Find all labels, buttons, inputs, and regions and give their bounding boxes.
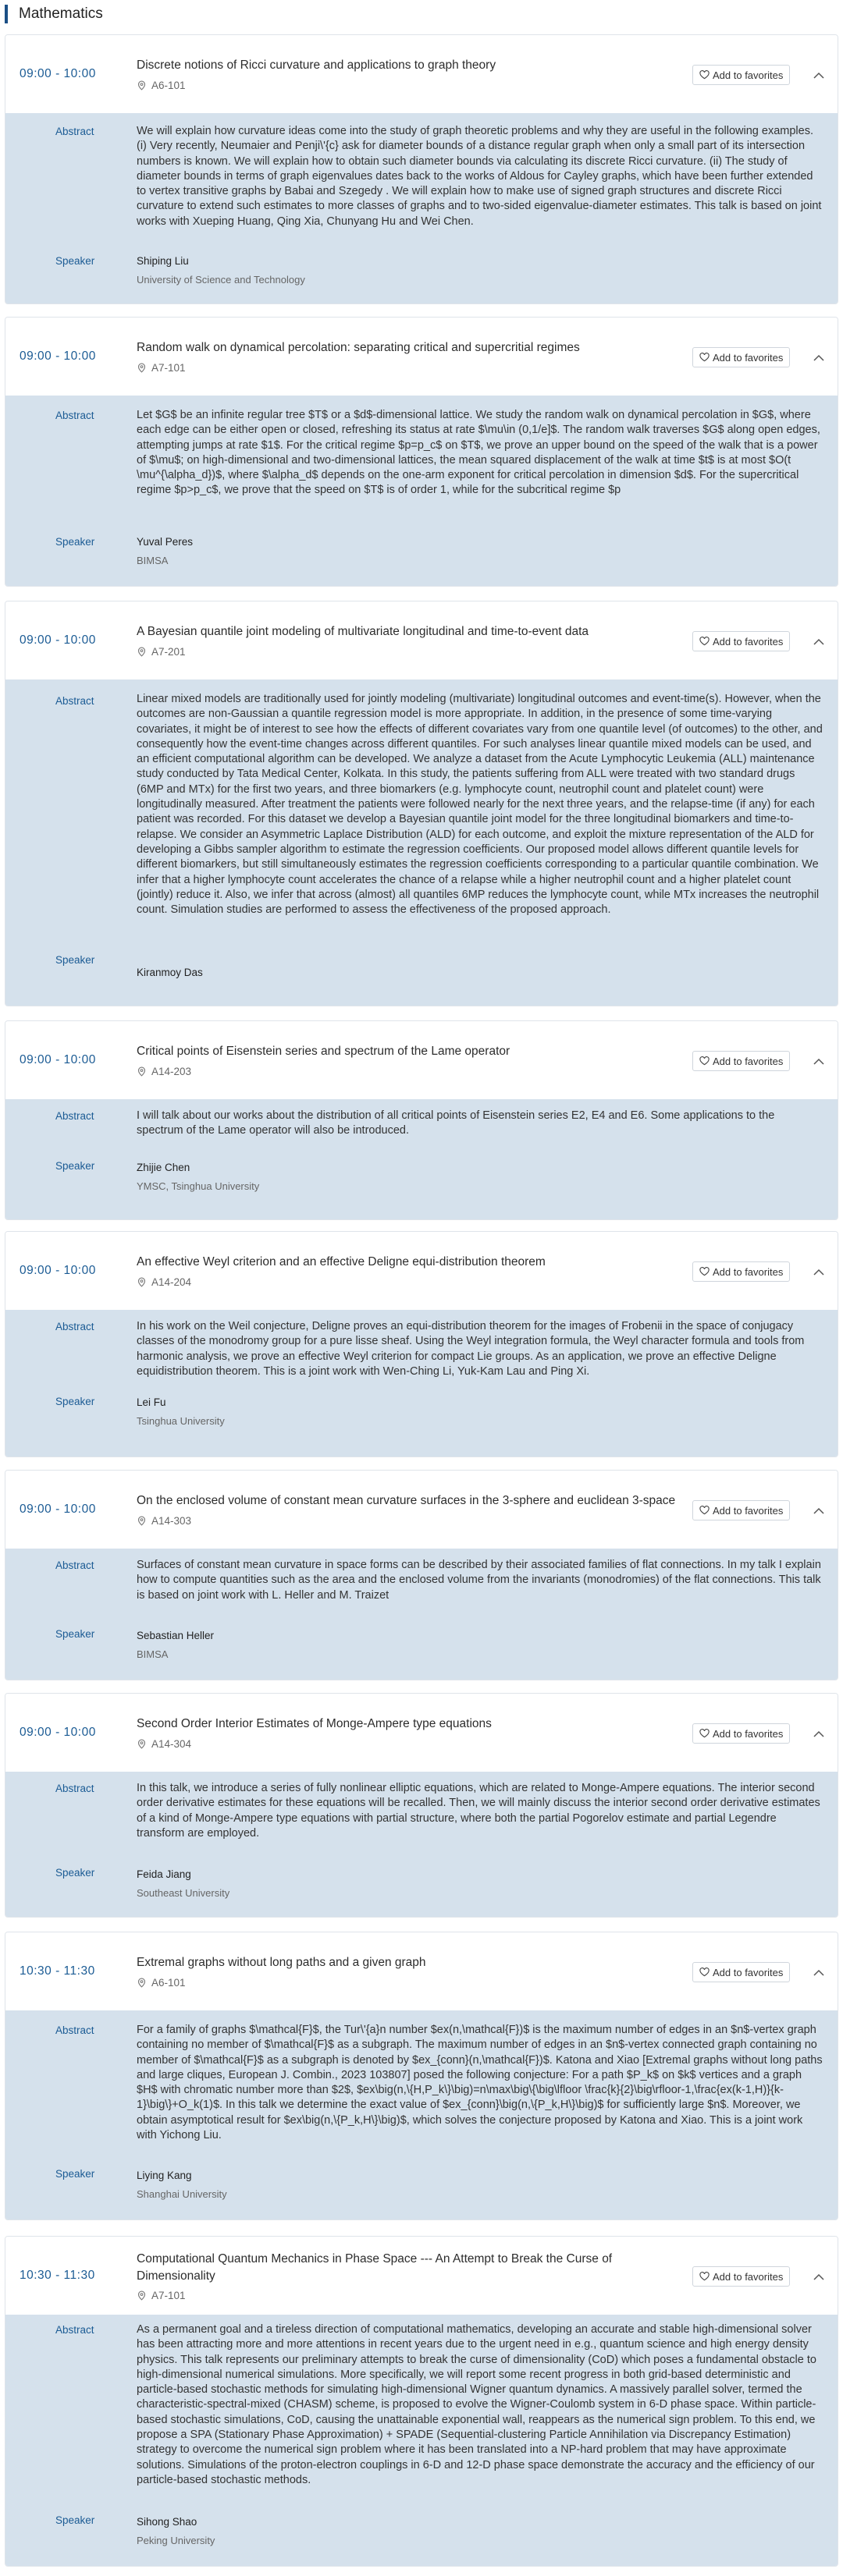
talk-title: Second Order Interior Estimates of Monge-Ampere type equations bbox=[137, 1717, 492, 1730]
abstract-text: For a family of graphs $\mathcal{F}$, the Tur\'{a}n number $ex(n,\mathcal{F})$ is the maximum number of edges in an $n$-vertex graph containing no member of $\mathcal{F}$ as a subgraph. The maximum number of edges in an $n$-vertex connected graph containing no member of $\mathcal{F}$ as a subgraph is denoted by $ex_{conn}(n,\mathcal{F})$. Katona and Xiao [Extremal graphs without long paths and large cliques, European J. Combin., 2023 103807] posed the following conjecture: For a path $P_k$ on $k$ vertices and a graph $H$ with chromatic number more than $2$, $ex\big(n,\{H,P_k\}\big)=n\max\big\{\big\lfloor \frac{k}{2}\big\rfloor-1,\frac{ex(k-1,H)}{k-1}\big\}+O_k(1)$. In this talk we determine the exact value of $ex_{conn}\big(n,\{P_k,H\}\big)$ for sufficiently large $n$. Moreover, we obtain asymptotical result for $ex\big(n,\{P_k,H\}\big)$, which solves the conjecture proposed by Katona and Xiao. This is a joint work with Yichong Liu. bbox=[137, 2024, 823, 2142]
talk-details bbox=[5, 113, 838, 303]
speaker-affiliation: YMSC, Tsinghua University bbox=[137, 1180, 260, 1192]
favorite-label: Add to favorites bbox=[713, 1265, 784, 1278]
room-label: A7-101 bbox=[151, 2290, 186, 2301]
talk-header[interactable] bbox=[5, 601, 838, 679]
collapse-toggle[interactable] bbox=[809, 1052, 828, 1070]
talk-room bbox=[137, 1066, 191, 1077]
talk-time: 09:00 - 10:00 bbox=[20, 1264, 96, 1277]
talk-title: Critical points of Eisenstein series and spectrum of the Lame operator bbox=[137, 1045, 510, 1058]
talk-room bbox=[137, 2290, 186, 2301]
chevron-up-icon bbox=[813, 354, 824, 361]
speaker-label: Speaker bbox=[55, 1628, 95, 1640]
talk-card bbox=[5, 1020, 838, 1220]
favorite-label: Add to favorites bbox=[713, 1504, 784, 1517]
speaker-name[interactable]: Zhijie Chen bbox=[137, 1162, 190, 1173]
talk-title: A Bayesian quantile joint modeling of multivariate longitudinal and time-to-event data bbox=[137, 625, 589, 638]
abstract-text: In this talk, we introduce a series of fully nonlinear elliptic equations, which are related to Monge-Ampere equations. The interior second order derivative estimates for these equations will be recalled. Then, we will mainly discuss the interior second order derivative estimates of a kind of Monge-Ampere type equations with partial structure, where both the partial Pogorelov estimate and partial Legendre transform are employed. bbox=[137, 1782, 820, 1840]
room-label: A14-204 bbox=[151, 1276, 192, 1288]
chevron-up-icon bbox=[813, 1268, 824, 1276]
chevron-up-icon bbox=[813, 638, 824, 645]
room-label: A6-101 bbox=[151, 80, 186, 91]
speaker-affiliation: Southeast University bbox=[137, 1887, 230, 1899]
abstract-label: Abstract bbox=[55, 2024, 94, 2036]
location-pin-icon bbox=[137, 363, 147, 373]
room-label: A7-101 bbox=[151, 362, 186, 374]
chevron-up-icon bbox=[813, 1058, 824, 1065]
abstract-text: Linear mixed models are traditionally used for jointly modeling (multivariate) longitudinal outcomes and event-time(s). However, when the outcomes are non-Gaussian a quantile regression model is more appropriate. In addition, in the presence of some time-varying covariates, it might be of interest to see how the effects of different covariates vary from one quantile level (of outcomes) to the other, and consequently how the event-time changes across different quantiles. For such analyses linear quantile mixed models can be used, and an efficient computational algorithm can be developed. We analyze a dataset from the Acute Lymphocytic Leukemia (ALL) maintenance study conducted by Tata Medical Center, Kolkata. In this study, the patients suffering from ALL were treated with two standard drugs (6MP and MTx) for the first two years, and three biomarkers (e.g. lymphocyte count, neutrophil count and platelet count) were longitudinally measured. After treatment the patients were followed nearly for the next three years, and the relapse-time (if any) for each patient was recorded. For this dataset we develop a Bayesian quantile joint model for the three longitudinal biomarkers and time-to-relapse. We consider an Asymmetric Laplace Distribution (ALD) for each outcome, and exploit the mixture representation of the ALD for developing a Gibbs sampler algorithm to estimate the regression coefficients. Our proposed model allows different quantile levels for different biomarkers, but still simultaneously estimates the regression coefficients corresponding to a particular quantile combination. We infer that a higher lymphocyte count accelerates the chance of a relapse while a higher neutrophil count and a higher platelet count (jointly) reduce it. Also, we infer that across (almost) all quantiles 6MP reduces the lymphocyte count, while MTx increases the neutrophil count. Simulation studies are performed to assess the effectiveness of the proposed approach. bbox=[137, 693, 823, 917]
abstract-label: Abstract bbox=[55, 2324, 94, 2336]
abstract-text: Surfaces of constant mean curvature in space forms can be described by their associated families of flat connections. In my talk I explain how to compute quantities such as the area and the enclosed volume from the invariants (monodromies) of the flat connections. This talk is based on joint work with L. Heller and M. Traizet bbox=[137, 1559, 821, 1602]
add-to-favorites-button[interactable] bbox=[692, 1723, 790, 1744]
location-pin-icon bbox=[137, 2290, 147, 2301]
abstract-label: Abstract bbox=[55, 410, 94, 421]
talk-title: Discrete notions of Ricci curvature and applications to graph theory bbox=[137, 59, 496, 72]
speaker-name[interactable]: Kiranmoy Das bbox=[137, 967, 203, 978]
heart-icon bbox=[699, 1056, 710, 1066]
speaker-name[interactable]: Shiping Liu bbox=[137, 255, 189, 267]
location-pin-icon bbox=[137, 1066, 147, 1077]
section-accent-bar bbox=[5, 5, 8, 23]
section-header bbox=[0, 0, 843, 28]
room-label: A7-201 bbox=[151, 646, 186, 658]
heart-icon bbox=[699, 1267, 710, 1276]
heart-icon bbox=[699, 1506, 710, 1515]
speaker-label: Speaker bbox=[55, 954, 95, 966]
location-pin-icon bbox=[137, 1739, 147, 1749]
favorite-label: Add to favorites bbox=[713, 351, 784, 364]
abstract-text: As a permanent goal and a tireless direction of computational mathematics, developing an accurate and stable high-dimensional solver has been attracting more and more attentions in recent years due to the urgent need in e.g., quantum science and high energy density physics. This talk represents our preliminary attempts to break the curse of dimensionality (CoD) which poses a fundamental obstacle to high-dimensional numerical simulations. More specifically, we will report some recent progress in both grid-based deterministic and particle-based stochastic methods for simulating high-dimensional Wigner quantum dynamics. A massively parallel solver, termed the characteristic-spectral-mixed (CHASM) scheme, is proposed to evolve the Wigner-Coulomb system in 6-D phase space. Within particle-based stochastic simulations, CoD, causing the unattainable exponential wall, reappears as the numerical sign problem. To this end, we propose a SPA (Stationary Phase Approximation) + SPADE (Sequential-clustering Particle Annihilation via Discrepancy Estimation) strategy to overcome the numerical sign problem where it has been translated into a NP-hard problem that may have approximate solutions. Simulations of the proton-electron couplings in 6-D and 12-D phase space demonstrate the accuracy and the efficiency of our particle-based stochastic methods. bbox=[137, 2323, 816, 2486]
talk-header[interactable] bbox=[5, 1471, 838, 1549]
collapse-toggle[interactable] bbox=[809, 66, 828, 84]
talk-header[interactable] bbox=[5, 2237, 838, 2315]
speaker-label: Speaker bbox=[55, 2168, 95, 2180]
talk-header[interactable] bbox=[5, 318, 838, 396]
talk-card bbox=[5, 1693, 838, 1918]
talk-header[interactable] bbox=[5, 1694, 838, 1772]
talk-room bbox=[137, 80, 186, 91]
talk-card bbox=[5, 1932, 838, 2220]
talk-title: Extremal graphs without long paths and a given graph bbox=[137, 1956, 426, 1969]
location-pin-icon bbox=[137, 1516, 147, 1526]
talk-header[interactable] bbox=[5, 1021, 838, 1099]
talk-header[interactable] bbox=[5, 35, 838, 113]
talk-time: 10:30 - 11:30 bbox=[20, 1964, 95, 1978]
collapse-toggle[interactable] bbox=[809, 632, 828, 651]
talk-title: Computational Quantum Mechanics in Phase Space --- An Attempt to Break the Curse of Dimensionality bbox=[137, 2252, 613, 2283]
talk-time: 09:00 - 10:00 bbox=[20, 67, 96, 80]
talk-title: On the enclosed volume of constant mean curvature surfaces in the 3-sphere and euclidean 3-space bbox=[137, 1494, 676, 1507]
talk-details bbox=[5, 1099, 838, 1219]
talk-details bbox=[5, 1549, 838, 1680]
talk-header[interactable] bbox=[5, 1932, 838, 2010]
favorite-label: Add to favorites bbox=[713, 1966, 784, 1978]
talk-room bbox=[137, 1515, 191, 1527]
talk-card bbox=[5, 317, 838, 587]
abstract-text: We will explain how curvature ideas come into the study of graph theoretic problems and why they are useful in the following examples. (i) Very recently, Neumaier and Penji\'{c} ask for diameter bounds of a distance regular graph when only a small part of its intersection numbers is known. We will explain how to obtain such diameter bounds via calculating its discrete Ricci curvature. (ii) The study of diameter bounds in terms of graph eigenvalues dates back to the works of Aldous for Cayley graphs, which have been further extended to vertex transitive graphs by Babai and Szegedy . We will explain how to make use of signed graph structures and discrete Ricci curvature to extend such estimates to more classes of graphs and to two-sided eigenvalue-diameter estimates. This talk is based on joint works with Xueping Huang, Qing Xia, Chunyang Hu and Wei Chen. bbox=[137, 125, 822, 228]
add-to-favorites-button[interactable] bbox=[692, 1500, 790, 1520]
location-pin-icon bbox=[137, 1978, 147, 1988]
speaker-name[interactable]: Lei Fu bbox=[137, 1396, 166, 1408]
talk-card bbox=[5, 1470, 838, 1680]
heart-icon bbox=[699, 70, 710, 80]
talk-time: 09:00 - 10:00 bbox=[20, 1503, 96, 1516]
speaker-name[interactable]: Feida Jiang bbox=[137, 1868, 191, 1880]
location-pin-icon bbox=[137, 1277, 147, 1287]
talk-room bbox=[137, 1738, 191, 1750]
chevron-up-icon bbox=[813, 72, 824, 79]
speaker-label: Speaker bbox=[55, 536, 95, 548]
collapse-toggle[interactable] bbox=[809, 1501, 828, 1520]
add-to-favorites-button[interactable] bbox=[692, 1261, 790, 1282]
add-to-favorites-button[interactable] bbox=[692, 65, 790, 85]
speaker-name[interactable]: Sebastian Heller bbox=[137, 1630, 215, 1641]
talk-card bbox=[5, 1231, 838, 1457]
collapse-toggle[interactable] bbox=[809, 1963, 828, 1982]
room-label: A14-303 bbox=[151, 1515, 192, 1527]
talk-card bbox=[5, 2236, 838, 2567]
heart-icon bbox=[699, 2272, 710, 2281]
speaker-affiliation: Tsinghua University bbox=[137, 1415, 225, 1427]
talk-details bbox=[5, 1310, 838, 1457]
add-to-favorites-button[interactable] bbox=[692, 347, 790, 367]
talk-time: 09:00 - 10:00 bbox=[20, 1053, 96, 1066]
abstract-label: Abstract bbox=[55, 126, 94, 137]
collapse-toggle[interactable] bbox=[809, 2267, 828, 2286]
talk-details bbox=[5, 679, 838, 1006]
talk-card bbox=[5, 34, 838, 304]
talk-details bbox=[5, 396, 838, 586]
collapse-toggle[interactable] bbox=[809, 348, 828, 367]
abstract-text: Let $G$ be an infinite regular tree $T$ or a $d$-dimensional lattice. We study the random walk on dynamical percolation in $G$, where each edge can be either open or closed, refreshing its status at rate $\mu\in (0,1/e]$. The random walk traverses $G$ along open edges, attempting jumps at rate $1$. For the critical regime $p=p_c$ on $T$, we prove an upper bound on the speed of the walk that is a power of $\mu$; on high-dimensional and two-dimensional lattices, the mean squared displacement of the walk at time $t$ is at most $O(t \mu^{\alpha_d})$, where $\alpha_d$ depends on the one-arm exponent for critical percolation in dimension $d$. For the supercritical regime $p>p_c$, we prove that the speed on $T$ is of order 1, while for the subcritical regime $p bbox=[137, 409, 820, 497]
collapse-toggle[interactable] bbox=[809, 1262, 828, 1281]
talk-header[interactable] bbox=[5, 1232, 838, 1310]
speaker-name[interactable]: Sihong Shao bbox=[137, 2516, 197, 2528]
abstract-label: Abstract bbox=[55, 1321, 94, 1332]
talk-room bbox=[137, 362, 186, 374]
add-to-favorites-button[interactable] bbox=[692, 1962, 790, 1982]
heart-icon bbox=[699, 353, 710, 362]
room-label: A14-203 bbox=[151, 1066, 192, 1077]
favorite-label: Add to favorites bbox=[713, 2270, 784, 2283]
heart-icon bbox=[699, 1729, 710, 1738]
speaker-label: Speaker bbox=[55, 1396, 95, 1407]
speaker-affiliation: University of Science and Technology bbox=[137, 274, 305, 286]
chevron-up-icon bbox=[813, 2273, 824, 2280]
location-pin-icon bbox=[137, 647, 147, 657]
speaker-label: Speaker bbox=[55, 2514, 95, 2526]
talk-time: 09:00 - 10:00 bbox=[20, 633, 96, 647]
speaker-label: Speaker bbox=[55, 1867, 95, 1879]
talk-details bbox=[5, 2010, 838, 2219]
speaker-name[interactable]: Liying Kang bbox=[137, 2170, 192, 2181]
favorite-label: Add to favorites bbox=[713, 1727, 784, 1740]
abstract-label: Abstract bbox=[55, 695, 94, 707]
room-label: A14-304 bbox=[151, 1738, 192, 1750]
abstract-label: Abstract bbox=[55, 1559, 94, 1571]
chevron-up-icon bbox=[813, 1730, 824, 1737]
heart-icon bbox=[699, 637, 710, 646]
favorite-label: Add to favorites bbox=[713, 1055, 784, 1067]
speaker-affiliation: BIMSA bbox=[137, 1648, 169, 1660]
abstract-text: In his work on the Weil conjecture, Deligne proves an equi-distribution theorem for the images of Frobenii in the space of conjugacy classes of the monodromy group for a pure lisse sheaf. Using the Weyl integration formula, the Weyl character formula and tools from harmonic analysis, we prove an effective Weyl criterion for compact Lie groups. As an application, we prove an effective Deligne equidistribution theorem. This is a joint work with Wen-Ching Li, Yuk-Kam Lau and Ping Xi. bbox=[137, 1320, 805, 1378]
speaker-affiliation: BIMSA bbox=[137, 555, 169, 566]
chevron-up-icon bbox=[813, 1969, 824, 1976]
talk-time: 09:00 - 10:00 bbox=[20, 349, 96, 363]
abstract-label: Abstract bbox=[55, 1110, 94, 1122]
abstract-label: Abstract bbox=[55, 1783, 94, 1794]
talk-details bbox=[5, 2315, 838, 2566]
talk-title: Random walk on dynamical percolation: separating critical and supercritial regimes bbox=[137, 341, 580, 354]
talk-room bbox=[137, 1977, 186, 1989]
collapse-toggle[interactable] bbox=[809, 1724, 828, 1743]
heart-icon bbox=[699, 1967, 710, 1977]
talk-title: An effective Weyl criterion and an effective Deligne equi-distribution theorem bbox=[137, 1255, 546, 1268]
talk-room bbox=[137, 1276, 191, 1288]
favorite-label: Add to favorites bbox=[713, 635, 784, 648]
abstract-text: I will talk about our works about the distribution of all critical points of Eisenstein series E2, E4 and E6. Some applications to the spectrum of the Lame operator will also be introduced. bbox=[137, 1109, 775, 1137]
talk-details bbox=[5, 1772, 838, 1917]
room-label: A6-101 bbox=[151, 1977, 186, 1989]
add-to-favorites-button[interactable] bbox=[692, 2266, 790, 2287]
speaker-label: Speaker bbox=[55, 255, 95, 267]
speaker-label: Speaker bbox=[55, 1160, 95, 1172]
add-to-favorites-button[interactable] bbox=[692, 631, 790, 651]
speaker-name[interactable]: Yuval Peres bbox=[137, 536, 194, 548]
add-to-favorites-button[interactable] bbox=[692, 1051, 790, 1071]
section-title: Mathematics bbox=[19, 5, 103, 22]
talk-time: 09:00 - 10:00 bbox=[20, 1726, 96, 1739]
talk-card bbox=[5, 601, 838, 1006]
chevron-up-icon bbox=[813, 1507, 824, 1514]
speaker-affiliation: Peking University bbox=[137, 2535, 215, 2546]
favorite-label: Add to favorites bbox=[713, 69, 784, 81]
talk-room bbox=[137, 646, 186, 658]
speaker-affiliation: Shanghai University bbox=[137, 2188, 227, 2200]
location-pin-icon bbox=[137, 80, 147, 90]
talk-time: 10:30 - 11:30 bbox=[20, 2269, 95, 2282]
